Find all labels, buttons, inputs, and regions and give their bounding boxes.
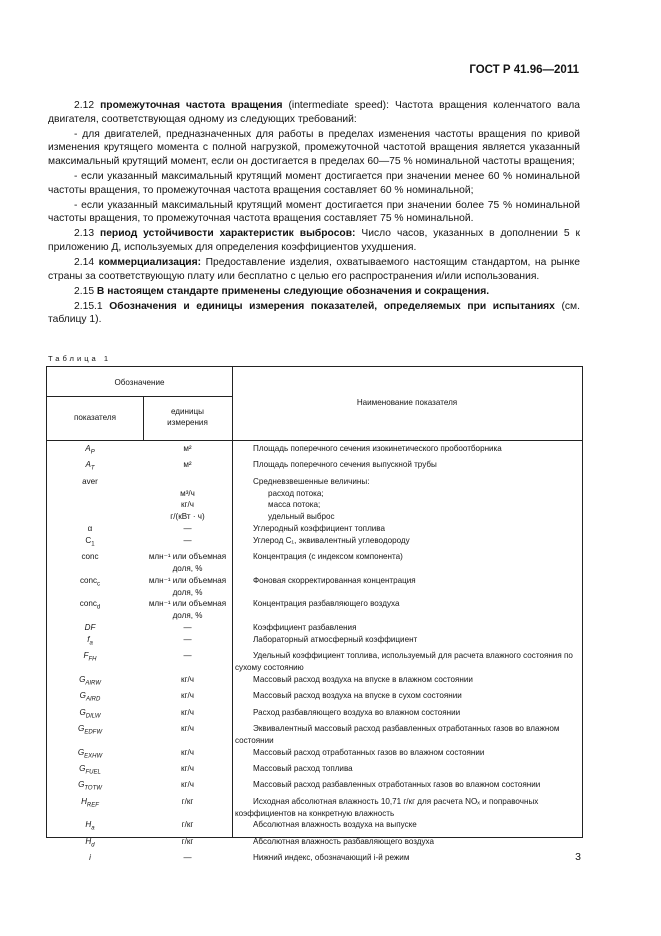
unit-cell: — [183,651,192,661]
term: Обозначения и единицы измерения показателей, определяемых при испытаниях [109,300,555,312]
description-cell: расход потока; [268,488,324,498]
description-cell: Площадь поперечного сечения выпускной трубы [253,460,437,470]
symbol-cell: $C_1$ [85,535,95,548]
term: коммерциализация: [98,257,202,269]
table-body [47,443,582,864]
table-row [47,511,582,523]
symbol-cell [47,499,143,511]
symbol-cell [47,488,143,500]
unit-cell: кг/ч [181,674,194,684]
description-cell: Фоновая скорректированная концентрация [253,575,416,585]
table-row [47,598,582,622]
header-designation: Обозначение [114,378,165,387]
unit-cell: млн⁻¹ или объемная доля, % [148,552,227,573]
table-row [47,575,582,599]
table-row [47,690,582,706]
symbol-cell: i [89,853,91,863]
symbol-cell: $G_{DILW}$ [79,707,101,720]
bullet-1: - для двигателей, предназначенных для работы в пределах изменения частоты вращения по кривой изменения крутящего момента с полной нагрузкой, промежуточной частотой вращения является указанный максимальный крутящий момент, если он достигается в пределах 60—75 % номинальной частоты вращения; [48,128,580,167]
table-row [47,707,582,723]
table-row [47,747,582,763]
table-row [47,819,582,835]
description-cell: Средневзвешенные величины: [253,476,370,486]
symbol-cell: $G_{TOTW}$ [78,780,102,793]
table-row [47,622,582,634]
table-row [47,523,582,535]
term: промежуточная частота вращения [100,100,283,111]
unit-cell: — [183,853,192,863]
symbol-cell: conc [81,552,99,562]
unit-cell: г/(кВт · ч) [170,512,205,522]
symbol-cell: $G_{EDFW}$ [78,724,102,736]
table-row [47,779,582,795]
table-row [47,836,582,852]
description-cell: Исходная абсолютная влажность 10,71 г/кг для расчета NOₓ и поправочных коэффициентов на конкретную влажность [235,796,539,818]
table-row [47,650,582,674]
unit-cell: — [183,524,192,533]
symbol-cell: $G_{AIRD}$ [79,691,101,703]
unit-cell: кг/ч [181,691,194,701]
unit-cell: м² [183,460,192,470]
header-units: единицы измерения [167,407,208,427]
description-cell: Концентрация разбавляющего воздуха [253,599,400,609]
table-row [47,535,582,551]
description-cell: Абсолютная влажность воздуха на выпуске [253,820,417,830]
description-cell: масса потока; [268,500,321,510]
description-cell: Лабораторный атмосферный коэффициент [253,634,418,644]
unit-cell: г/кг [181,836,194,846]
term: период устойчивости характеристик выбросов: [99,228,356,240]
symbol-cell: $H_{REF}$ [81,796,99,809]
symbol-cell: aver [82,476,98,486]
description-cell: Эквивалентный массовый расход разбавленных отработанных газов во влажном состоянии [235,724,560,745]
table-row [47,499,582,511]
description-cell: удельный выброс [268,512,335,522]
unit-cell: кг/ч [181,780,194,790]
description-cell: Абсолютная влажность разбавляющего воздуха [253,836,435,846]
description-cell: Площадь поперечного сечения изокинетического пробоотборника [253,444,502,453]
symbol-cell: α [87,524,93,533]
table-row [47,551,582,575]
unit-cell: кг/ч [181,707,194,717]
symbol-cell: $G_{FUEL}$ [79,764,101,776]
table-row [47,852,582,864]
unit-cell: — [183,622,192,632]
table-row [47,796,582,820]
description-cell: Расход разбавляющего воздуха во влажном состоянии [253,707,461,717]
unit-cell: м² [183,444,192,453]
page-number: 3 [575,851,581,863]
document-code: ГОСТ Р 41.96—2011 [469,64,579,76]
description-cell: Концентрация (с индексом компонента) [253,552,403,562]
symbol-cell: $G_{EXHW}$ [77,747,103,760]
symbol-cell: $H_d$ [85,836,95,849]
description-cell: Удельный коэффициент топлива, используемый для расчета влажного состояния по сухому состоянию [235,651,573,672]
table-row [47,723,582,747]
paragraph-2-14: 2.14 коммерциализация: Предоставление изделия, охватываемого настоящим стандартом, на рынке страны за соответствующую плату или бесплатно с целью его распространения и/или использования. [48,257,580,282]
unit-cell: г/кг [181,796,194,806]
table-row [47,488,582,500]
description-cell: Углеродный коэффициент топлива [253,524,386,533]
unit-cell: — [183,634,192,644]
unit-cell [143,476,232,488]
body-text [48,99,580,329]
unit-cell: млн⁻¹ или объемная доля, % [148,575,227,597]
table-row [47,674,582,690]
description-cell: Массовый расход топлива [253,764,353,773]
description-cell: Массовый расход отработанных газов во влажном состоянии [253,747,485,757]
symbol-cell [47,511,143,523]
table-row [47,634,582,650]
table-row [47,476,582,488]
description-cell: Углерод C₁, эквивалентный углеводороду [253,535,410,545]
paragraph-2-12: 2.12 промежуточная частота вращения (intermediate speed): Частота вращения коленчатого вала двигателя, соответствующая одному из следующих требований: [48,100,580,125]
unit-cell: млн⁻¹ или объемная доля, % [148,599,227,621]
paragraph-2-13: 2.13 период устойчивости характеристик выбросов: Число часов, указанных в дополнении 5 к приложению Д, используемых для определения коэффициентов ухудшения. [48,228,580,253]
symbol-cell: $G_{AIRW}$ [79,674,101,687]
unit-cell: м³/ч [180,488,195,498]
bullet-3: - если указанный максимальный крутящий момент достигается при значении более 75 % номинальной частоты вращения, то промежуточная частота вращения составляет 75 % номинальной. [48,199,580,225]
unit-cell: кг/ч [181,724,194,733]
symbol-cell: $f_a$ [87,634,93,647]
description-cell: Нижний индекс, обозначающий i-й режим [253,853,410,863]
table-caption: Таблица 1 [48,354,112,363]
symbol-cell: $F_{FH}$ [83,651,97,663]
paragraph-2-15: 2.15 В настоящем стандарте применены следующие обозначения и сокращения. [74,285,490,297]
symbols-table [46,366,583,863]
header-indicator: показателя [73,413,116,422]
table-row [47,443,582,459]
unit-cell: г/кг [181,820,194,830]
unit-cell: кг/ч [181,500,194,510]
bullet-2: - если указанный максимальный крутящий момент достигается при значении менее 60 % номинальной частоты вращения, то промежуточная частота вращения составляет 60 % номинальной; [48,170,580,196]
table-row [47,459,582,475]
symbol-cell: DF [84,622,96,632]
term: В настоящем стандарте применены следующие обозначения и сокращения. [96,285,490,297]
unit-cell: — [183,535,192,545]
description-cell: Массовый расход воздуха на впуске в влажном состоянии [253,674,473,684]
symbol-cell: $H_a$ [85,820,95,833]
table-row [47,763,582,779]
symbol-cell: conc$_d$ [79,599,101,611]
unit-cell: кг/ч [181,747,194,757]
description-cell: Массовый расход разбавленных отработанных газов во влажном состоянии [253,780,541,790]
unit-cell: кг/ч [181,764,194,773]
header-name: Наименование показателя [356,398,458,407]
symbol-cell: conc$_c$ [79,575,101,588]
description-cell: Массовый расход воздуха на впуске в сухом состоянии [253,691,462,701]
paragraph-2-15-1: 2.15.1 Обозначения и единицы измерения показателей, определяемых при испытаниях (см. таблицу 1). [48,300,580,326]
description-cell: Коэффициент разбавления [253,622,357,632]
symbol-cell: $A_P$ [85,444,95,456]
symbol-cell: $A_T$ [85,460,95,473]
